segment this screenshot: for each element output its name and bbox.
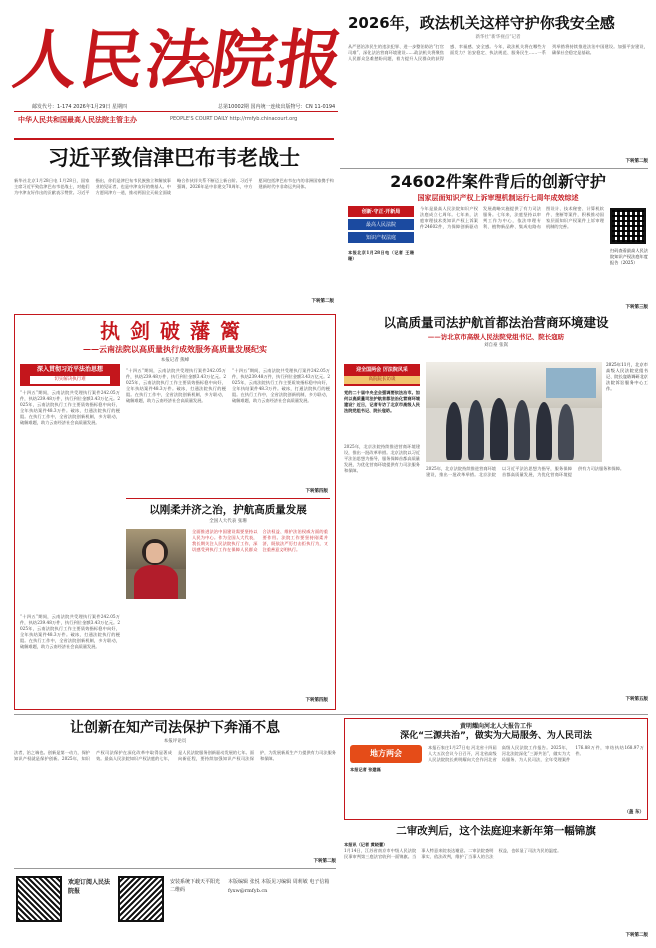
- hebei-banner: [350, 745, 422, 763]
- hebei-body: 本报石家庄1月27日电 河北省十四届人大五次会议今日召开，河北省高级人民法院院长黄明耀向大会作河北省高级人民法院工作报告。2025年，河北法院深化“三源共治”，做实为大局服务、为人民司法，全年受理案件176.88万件，审结执结168.97万件。: [428, 745, 644, 762]
- lead-story: [14, 144, 334, 308]
- opinion-headline: 以刚柔并济之治，护航高质量发展: [149, 504, 307, 516]
- ip-byline: 本报北京1月28日电（记者 王珊珊）: [348, 250, 414, 261]
- bottom-story: [344, 824, 648, 942]
- edition-info: 邮发代号：1-174 2026年1月29日 星期四: [32, 104, 127, 110]
- subscribe-qr-icon[interactable]: [16, 876, 62, 922]
- delegate-photo: [126, 529, 186, 599]
- issue-info: 总第10002期 国内统一连续出版物号：CN 11-0194: [218, 104, 336, 110]
- beijing-byline: 刘自豪 张嵩: [484, 343, 508, 348]
- ip-tag-box: [348, 206, 414, 246]
- ip-story: [348, 172, 648, 312]
- top-right-story: [348, 14, 648, 164]
- beijing-photo-caption: 2025年11月，北京市高级人民法院党组书记、院长寇昉调研北京法院诉讼服务中心工作。: [606, 362, 648, 391]
- app-qr-icon[interactable]: [118, 876, 164, 922]
- opinion-byline: 全国人大代表 张珊: [209, 519, 247, 524]
- beijing-tag: [344, 364, 420, 386]
- ip-editorial: [14, 718, 336, 864]
- subscribe-right: 安装系统下载天平阳光二维码: [170, 879, 221, 893]
- hebei-more: （盖 东）: [624, 810, 644, 815]
- feature-subheadline: ——云南法院以高质量执行成效服务高质量发展纪实: [83, 344, 267, 354]
- beijing-body-cols: 2025年，北京法院持续推进营商环境建设，推出一批改革举措。北京法院以习近平法治思想为指导，服务保障首都高质量发展，为优化营商环境提供有力司法服务和保障。: [426, 466, 625, 477]
- subscribe-left: 欢迎订阅人民法院报: [68, 879, 111, 895]
- editors-info: 本版编辑 张悦 本版见习编辑 周莉敏 电子信箱 fyxw@rmfyb.cn: [228, 879, 330, 894]
- hebei-story: [348, 721, 644, 817]
- ip-tag-0: 创新·守正·开新局: [348, 206, 414, 217]
- feature-headline: 执剑破藩篱: [100, 319, 250, 343]
- editorial-body: 法者，治之端也。创新是第一动力，保护知识产权就是保护创新。2025年，知识产权司法保护在深化改革中取得显著成效。最高人民法院知识产权法庭的七年，是人民法院服务创新驱动发展的七年。面向新征程，要持续加强知识产权司法保护，为发展新质生产力提供有力司法服务和保障。: [14, 750, 336, 761]
- ip-subheadline: 国家层面知识产权上诉审理机制运行七周年成效综述: [417, 193, 579, 202]
- website: PEOPLE'S COURT DAILY http://rmfyb.chinacourt.org: [170, 116, 298, 122]
- ip-tag-1: 最高人民法院: [348, 219, 414, 230]
- beijing-body: 2025年，北京法院持续推进营商环境建设，推出一批改革举措。北京法院以习近平法治思想为指导，服务保障首都高质量发展，为优化营商环境提供有力司法服务和保障。: [344, 444, 420, 473]
- beijing-more[interactable]: 下转第五版: [625, 697, 648, 702]
- bottom-body: 1月14日，江苏省南京市中级人民法院民事审判第三庭法官收到一面锦旗。当事人特意来院表达谢意。二审法院查明事实、依法改判，维护了当事人的合法权益，也彰显了司法为民的温度。: [344, 848, 562, 859]
- feature-more[interactable]: 下转第四版: [305, 489, 328, 494]
- emblem-icon: [196, 60, 214, 78]
- opinion-more[interactable]: 下转第四版: [305, 698, 328, 703]
- top-right-body: 从严惩治涉民生的违法犯罪、进一步整治防治“打官司难”、深化法治营商环境建设……政法机关将聚焦人民群众急难愁盼问题，着力提升人民群众的获得感、幸福感、安全感。今年，政法机关将在哪些方面发力？治安稳定、执法规范、服务民生……一系列举措将持续推进法治中国建设。加强平安建设，确保社会稳定是基础。: [348, 44, 648, 61]
- footer: [14, 872, 336, 942]
- beijing-headline: 以高质量司法护航首都法治营商环境建设: [383, 315, 609, 330]
- masthead-title: 人民法院报: [8, 23, 350, 98]
- hebei-banner-label: 地方两会: [370, 749, 402, 758]
- qr-caption: 扫码查看最高人民法院知识产权法庭年度报告（2025）: [610, 248, 648, 265]
- ip-tag-2: 知识产权法庭: [348, 232, 414, 243]
- beijing-tag-title: 迎全国两会 厉法院风采: [356, 367, 408, 373]
- feature-body-col2: “十四五”期间，云南法院共受理执行案件242.05万件，执结239.48万件，执行到位金额3.43万亿元。2025年，云南法院执行工作主要质效指标稳中向好，全年执结案件48.3万件。破冰，打通法院执行的梗阻。在执行工作中，全省法院创新机制，多方联动，破解难题，助力云南经济社会高质量发展。: [126, 368, 226, 403]
- feature-story: [20, 318, 330, 706]
- feature-body-col3: “十四五”期间，云南法院共受理执行案件242.05万件，执结239.48万件，执行到位金额3.43万亿元。2025年，云南法院执行工作主要质效指标稳中向好，全年执结案件48.3万件。破冰，打通法院执行的梗阻。在执行工作中，全省法院创新机制，多方联动，破解难题，助力云南经济社会高质量发展。: [232, 368, 330, 403]
- lead-more[interactable]: 下转第二版: [311, 299, 334, 304]
- editorial-headline: 让创新在知产司法保护下奔涌不息: [70, 720, 280, 736]
- opinion-body: 全面推进法治中国建设需要坚持以人民为中心。作为全国人大代表，我长期关注人民法院执行工作，深切感受到执行工作在保障人民群众合法权益、维护法治权威方面的重要作用。法院工作要坚持刚柔并济，既依法严厉打击拒执行为，又注重善意文明执行。: [192, 529, 328, 552]
- section-banner-title: 深入贯彻习近平法治思想: [36, 366, 103, 373]
- beijing-story: [344, 314, 648, 702]
- beijing-photo: [426, 362, 602, 462]
- lead-headline: 习近平致信津巴布韦老战士: [48, 146, 300, 170]
- feature-body: “十四五”期间，云南法院共受理执行案件242.05万件，执结239.48万件，执行到位金额3.43万亿元。2025年，云南法院执行工作主要质效指标稳中向好，全年执结案件48.3万件。破冰，打通法院执行的梗阻。在执行工作中，全省法院创新机制，多方联动，破解难题，助力云南经济社会高质量发展。: [20, 390, 120, 425]
- ip-body: 今年是最高人民法院知识产权法庭成立七周年。七年来，法庭审理技术类知识产权上诉案件24602件，为保障创新驱动发展战略实施提供了有力司法服务。七年来，法庭坚持以审判工作为中心，依法审理专利、植物新品种、集成电路布图设计、技术秘密、计算机软件、垄断等案件，积极推动国家层面知识产权案件上诉审理机制的完善。: [420, 206, 604, 229]
- bottom-more[interactable]: 下转第二版: [625, 933, 648, 938]
- hebei-byline: 本报记者 张建磊: [350, 767, 381, 772]
- beijing-tag-sub: 高院院长访谈: [344, 376, 420, 384]
- beijing-intro: 党的二十届中央全会强调要依法治市。如何以高质量司法护航首都法治化营商环境建设？近日，记者专访了北京市高级人民法院党组书记、院长寇昉。: [344, 390, 420, 413]
- beijing-subheadline: ——访北京市高级人民法院党组书记、院长寇昉: [427, 333, 565, 341]
- qr-code-icon[interactable]: [610, 208, 646, 244]
- lead-body: 新华社北京1月28日电 1月28日，国家主席习近平致信津巴布韦老战士，对他们为中津友好作出的贡献表示赞赏。习近平指出，你们是津巴布韦民族独立和解放事业的见证者，也是中津友好的奠基人。中方愿同津方一道，推动两国全天候全面战略合作伙伴关系不断迈上新台阶。习近平强调，2026年是中非建交70周年，中方愿同包括津巴布韦在内的非洲国家携手构建新时代中非命运共同体。: [14, 178, 334, 195]
- top-right-byline: 新华社“新华视点”记者: [475, 35, 521, 40]
- top-right-more[interactable]: 下转第二版: [625, 159, 648, 164]
- bottom-byline: 本报讯（记者 黄晓蕾）: [344, 842, 388, 847]
- opinion-box: [126, 498, 330, 704]
- feature-body-col1-lower: “十四五”期间，云南法院共受理执行案件242.05万件，执结239.48万件，执行到位金额3.43万亿元。2025年，云南法院执行工作主要质效指标稳中向好，全年执结案件48.3万件。破冰，打通法院执行的梗阻。在执行工作中，全省法院创新机制，多方联动，破解难题，助力云南经济社会高质量发展。: [20, 614, 120, 649]
- editorial-more[interactable]: 下转第二版: [313, 859, 336, 864]
- feature-section-banner: [20, 364, 120, 386]
- ip-more[interactable]: 下转第三版: [625, 305, 648, 310]
- hebei-kicker: 黄明耀向河北人大报告工作: [459, 723, 532, 730]
- hebei-headline: 深化“三源共治”，做实为大局服务、为人民司法: [400, 731, 592, 741]
- feature-byline: 本报记者 熊峰: [160, 358, 190, 363]
- editorial-byline: 本报评论员: [163, 739, 187, 744]
- bottom-headline: 二审改判后，这个法庭迎来新年第一幅锦旗: [396, 825, 596, 837]
- masthead-subtitle: 中华人民共和国最高人民法院主管主办: [18, 116, 137, 124]
- top-right-headline: 2026年，政法机关这样守护你我安全感: [348, 14, 615, 32]
- section-banner-sub: 切实解决执行难: [30, 376, 110, 384]
- ip-headline: 24602件案件背后的创新守护: [390, 172, 606, 191]
